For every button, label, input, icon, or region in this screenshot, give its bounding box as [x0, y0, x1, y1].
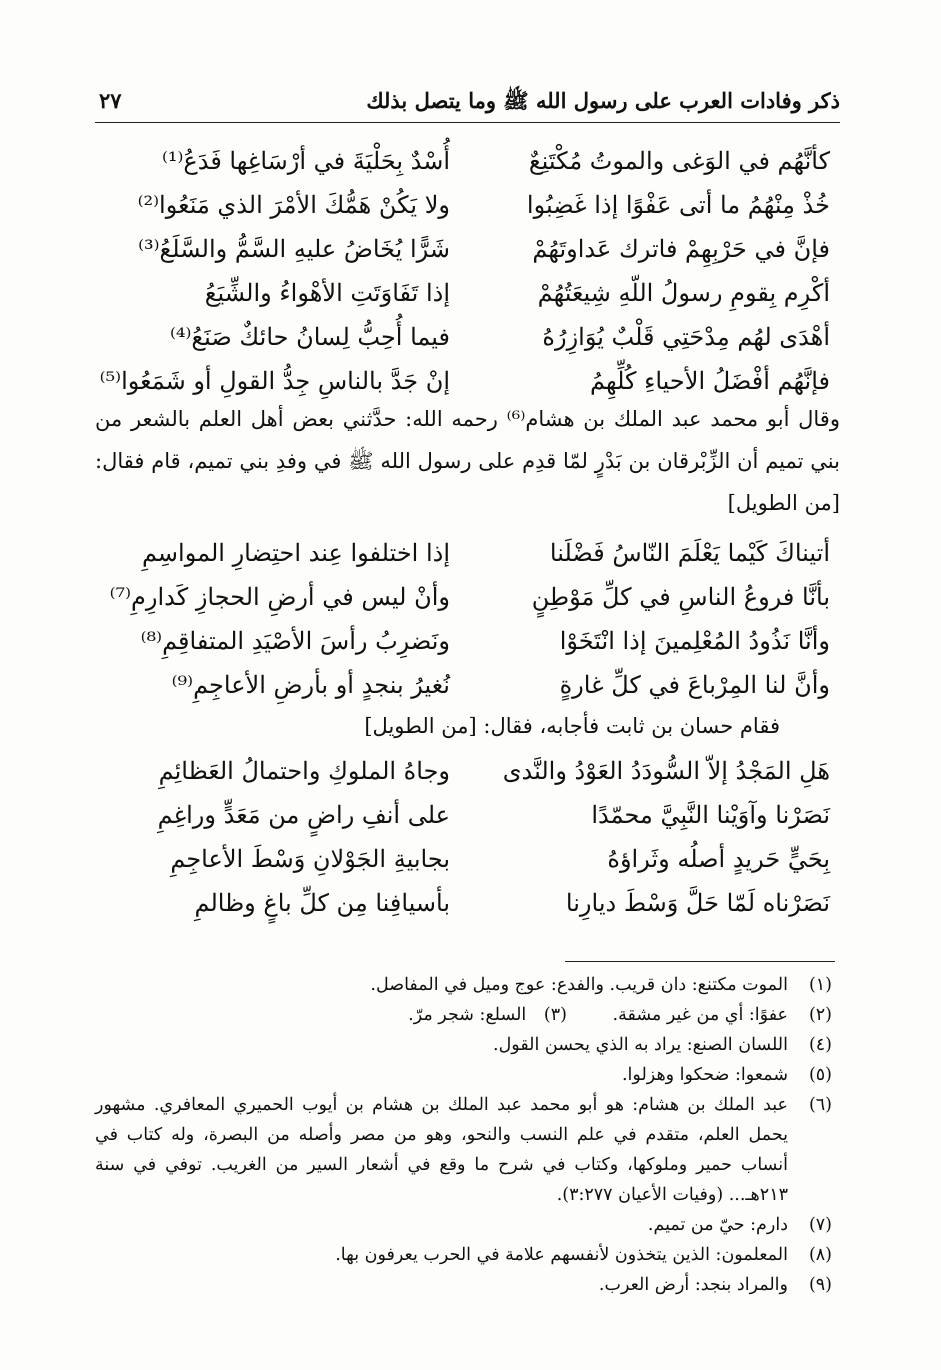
second-hemistich: وجاهُ الملوكِ واحتمالُ العَظائِمِ	[158, 757, 450, 785]
first-hemistich: وأنَّا نَذُودُ المُعْلِمينَ إذا انْتَخَوْا	[559, 627, 830, 655]
footnote	[95, 1090, 840, 1210]
second-hemistich: على أنفِ راضٍ من مَعَدٍّ وراغِمِ	[157, 801, 450, 829]
first-hemistich: نَصَرْناه لَمّا حَلَّ وَسْطَ ديارِنا	[565, 889, 830, 917]
verse	[95, 576, 840, 620]
footnote	[95, 1240, 840, 1270]
footnote-text: عبد الملك بن هشام: هو أبو محمد عبد الملك بن هشام بن أيوب الحميري المعافري. مشهور يحمل العلم، متقدم في علم النسب والنحو، وهو من مصر وأصله من البصرة، وله كتاب في أنساب حمير وملوكها، وكتاب في شرح ما وقع في أشعار السير من الغريب. توفي في سنة ٢١٣هـ... (وفيات الأعيان ٣:٢٧٧).	[95, 1095, 788, 1205]
poem-2	[95, 532, 840, 708]
verse	[95, 140, 840, 184]
poem-1	[95, 140, 840, 404]
footnote-text: المعلمون: الذين يتخذون لأنفسهم علامة في الحرب يعرفون بها.	[335, 1245, 788, 1265]
footnote-number: (٤)	[808, 1035, 832, 1055]
second-hemistich: وأنْ ليس في أرضِ الحجازِ كَدارِمِ⁽⁷⁾	[109, 583, 450, 611]
footnote-text: الموت مكتنع: دان قريب. والفدع: عوج وميل في المفاصل.	[370, 975, 788, 995]
footnote-number: (٥)	[808, 1065, 832, 1085]
running-header	[95, 88, 840, 123]
second-hemistich: إنْ جَدَّ بالناسِ جِدُّ القولِ أو شَمَعُوا⁽⁵⁾	[99, 367, 450, 395]
first-hemistich: خُذْ مِنْهُمُ ما أتى عَفْوًا إذا غَضِبُوا	[526, 191, 830, 219]
footnote-number: (٣)	[543, 1005, 567, 1025]
verse	[95, 272, 840, 316]
first-hemistich: نَصَرْنا وآوَيْنا النَّبِيَّ محمّدًا	[591, 801, 830, 829]
verse	[95, 532, 840, 576]
footnote-number: (٧)	[808, 1215, 832, 1235]
second-hemistich: ولا يَكُنْ هَمُّكَ الأمْرَ الذي مَنَعُوا⁽²⁾	[137, 191, 450, 219]
prose-paragraph: وقال أبو محمد عبد الملك بن هشام⁽⁶⁾ رحمه الله: حدَّثني بعض أهل العلم بالشعر من بني تميم أن الزِّبْرقان بن بَدْرٍ لمّا قدِم على رسول الله ﷺ في وفدِ بني تميم، قام فقال: [من الطويل]	[95, 407, 840, 515]
verse	[95, 838, 840, 882]
verse	[95, 882, 840, 926]
poem-3	[95, 750, 840, 926]
second-hemistich: بأسيافِنا مِن كلِّ باغٍ وظالمِ	[194, 889, 450, 917]
footnote-separator	[565, 961, 835, 962]
verse	[95, 184, 840, 228]
footnote-text: دارم: حيّ من تميم.	[647, 1215, 788, 1235]
first-hemistich: أتيناكَ كَيْما يَعْلَمَ النّاسُ فَضْلَنا	[549, 539, 830, 567]
footnote	[95, 970, 840, 1000]
second-hemistich: أُسْدٌ بِحَلْيَةَ في أرْسَاغِها فَدَعُ⁽¹⁾	[161, 147, 450, 175]
second-hemistich: فيما أُحِبُّ لِسانُ حائكٌ صَنَعُ⁽⁴⁾	[169, 323, 450, 351]
verse	[95, 664, 840, 708]
verse	[95, 794, 840, 838]
footnote-text: عفوًا: أي من غير مشقة.	[612, 1005, 788, 1025]
first-hemistich: كأنَّهُم في الوَغى والموتُ مُكْتَنِعٌ	[528, 147, 830, 175]
footnote-text: اللسان الصنع: يراد به الذي يحسن القول.	[493, 1035, 788, 1055]
second-hemistich: ونَضرِبُ رأسَ الأصْيَدِ المتفاقِمِ⁽⁸⁾	[140, 627, 450, 655]
footnote-number: (٦)	[808, 1095, 832, 1115]
first-hemistich: فإنَّهُم أفْضَلُ الأحياءِ كُلِّهِمُ	[590, 367, 830, 395]
first-hemistich: أهْدَى لهُم مِدْحَتِي قَلْبٌ يُوَازِرُهُ	[542, 323, 830, 351]
first-hemistich: هَلِ المَجْدُ إلاّ السُّودَدُ العَوْدُ والنَّدى	[502, 757, 830, 785]
second-hemistich: شَرًّا يُخَاضُ عليهِ السَّمُّ والسَّلَعُ⁽³⁾	[138, 235, 450, 263]
footnote	[95, 1000, 840, 1030]
second-hemistich: إذا تَفَاوَتَتِ الأهْواءُ والشِّيَعُ	[204, 279, 450, 307]
footnote	[95, 1060, 840, 1090]
page-number: ٢٧	[99, 88, 122, 113]
footnote-text: شمعوا: ضحكوا وهزلوا.	[621, 1065, 788, 1085]
verse	[95, 620, 840, 664]
footnote-text: السلع: شجر مرّ.	[408, 1005, 527, 1025]
verse	[95, 316, 840, 360]
first-hemistich: بِحَيٍّ حَريدٍ أصلُه وثَراؤهُ	[607, 845, 830, 873]
footnote-text: والمراد بنجد: أرض العرب.	[598, 1275, 788, 1295]
header-title: ذكر وفادات العرب على رسول الله ﷺ وما يتصل بذلك	[366, 88, 840, 113]
first-hemistich: أكْرِم بِقومِ رسولُ اللّهِ شِيعَتُهُمْ	[537, 279, 830, 307]
footnote-number: (١)	[808, 975, 832, 995]
verse	[95, 750, 840, 794]
second-hemistich: إذا اختلفوا عِند احتِضارِ المواسِمِ	[141, 539, 450, 567]
footnote	[95, 1030, 840, 1060]
first-hemistich: فإنَّ في حَرْبِهِمْ فاترك عَداوتَهُمْ	[532, 235, 830, 263]
footnote	[95, 1270, 840, 1300]
first-hemistich: وأنَّ لنا المِرْباعَ في كلِّ غارةٍ	[559, 671, 830, 699]
footnote-number: (٨)	[808, 1245, 832, 1265]
prose-intro: فقام حسان بن ثابت فأجابه، فقال: [من الطويل]	[364, 714, 780, 738]
footnote-number: (٩)	[808, 1275, 832, 1295]
footnote	[95, 1210, 840, 1240]
footnotes	[95, 970, 840, 1300]
second-hemistich: نُغيرُ بنجدٍ أو بأرضِ الأعاجِمِ⁽⁹⁾	[171, 671, 450, 699]
second-hemistich: بجابيةِ الجَوْلانِ وَسْطَ الأعاجِمِ	[170, 845, 450, 873]
first-hemistich: بأنَّا فروعُ الناسِ في كلِّ مَوْطِنٍ	[531, 583, 830, 611]
verse	[95, 228, 840, 272]
footnote-number: (٢)	[808, 1005, 832, 1025]
